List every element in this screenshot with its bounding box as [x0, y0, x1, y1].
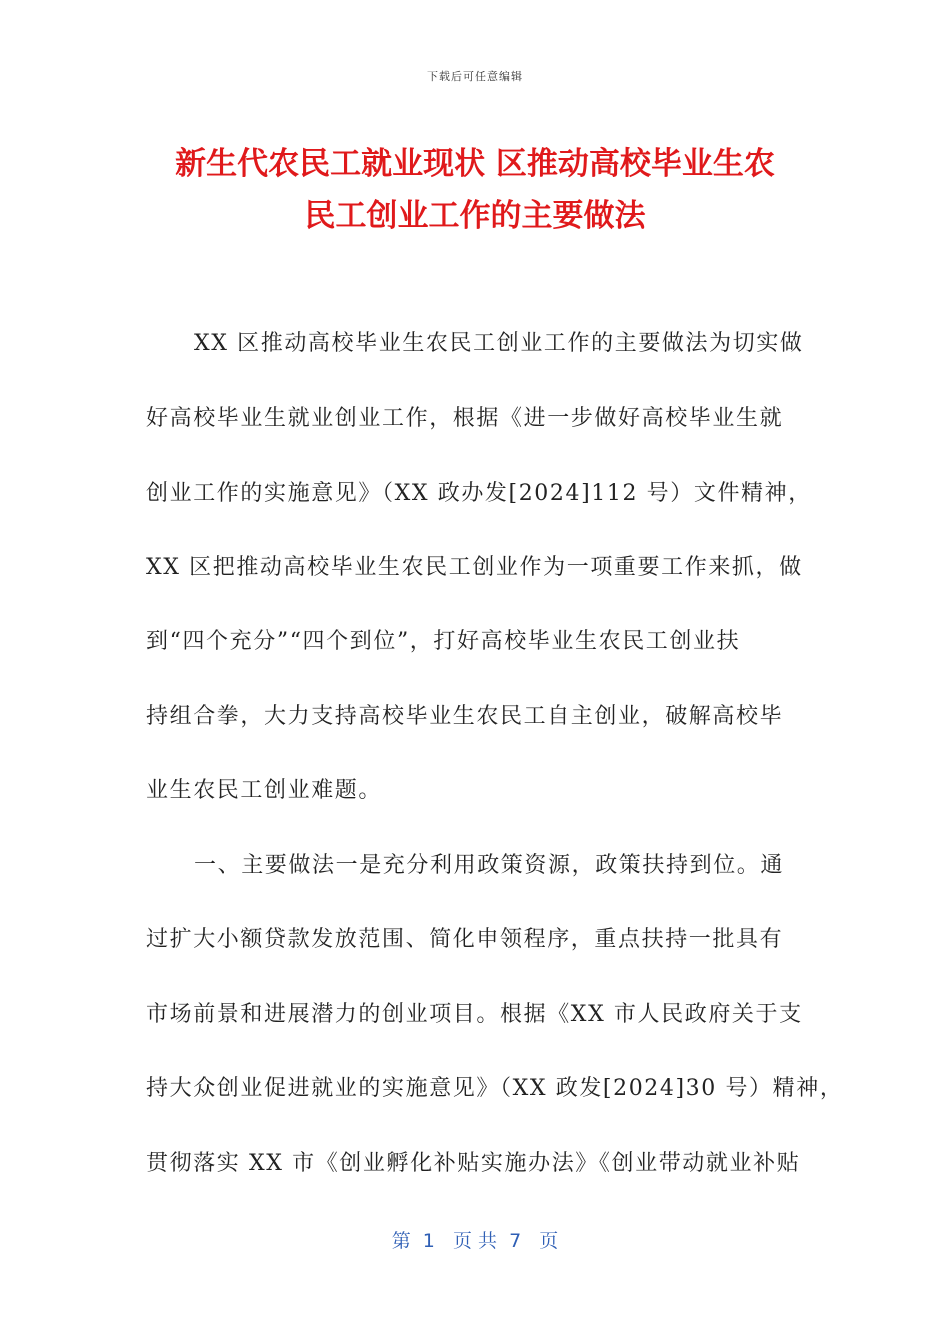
body-line: 过扩大小额贷款发放范围、简化申领程序，重点扶持一批具有: [146, 927, 784, 952]
body-line: 市场前景和进展潜力的创业项目。根据《XX 市人民政府关于支: [146, 1002, 803, 1027]
body-line: 到“四个充分”“四个到位”，打好高校毕业生农民工创业扶: [146, 629, 741, 654]
header-note: 下载后可任意编辑: [427, 70, 523, 83]
body-line: 创业工作的实施意见》（XX 政办发[2024]112 号）文件精神，: [146, 481, 812, 506]
title-line-1: 新生代农民工就业现状 区推动高校毕业生农: [175, 146, 775, 182]
body-line: 好高校毕业生就业创业工作，根据《进一步做好高校毕业生就: [146, 406, 784, 431]
body-line: 一、主要做法一是充分利用政策资源，政策扶持到位。通: [194, 853, 785, 878]
title-line-2: 民工创业工作的主要做法: [304, 198, 646, 234]
document-title: [110, 138, 840, 242]
body-line: 业生农民工创业难题。: [146, 778, 383, 803]
body-line: XX 区把推动高校毕业生农民工创业作为一项重要工作来抓，做: [146, 555, 803, 580]
body-line: 贯彻落实 XX 市《创业孵化补贴实施办法》《创业带动就业补贴: [146, 1151, 801, 1176]
page-number-footer: 第 1 页 共 7 页: [391, 1230, 559, 1252]
body-line: 持大众创业促进就业的实施意见》（XX 政发[2024]30 号）精神，: [146, 1076, 844, 1101]
body-line: XX 区推动高校毕业生农民工创业工作的主要做法为切实做: [194, 331, 804, 356]
body-line: 持组合拳，大力支持高校毕业生农民工自主创业，破解高校毕: [146, 704, 784, 729]
